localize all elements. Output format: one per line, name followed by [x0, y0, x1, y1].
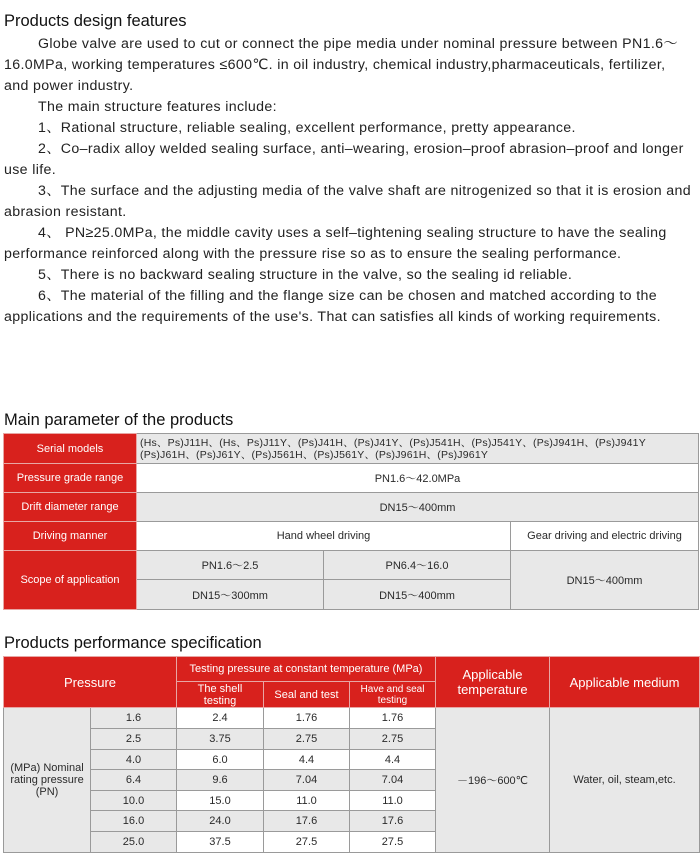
have-seal-cell: 1.76: [350, 708, 436, 729]
design-features-body: [4, 34, 694, 328]
have-seal-cell: 4.4: [350, 750, 436, 770]
shell-cell: 2.4: [177, 708, 264, 729]
pn-cell: 6.4: [91, 770, 177, 791]
pn-cell: 2.5: [91, 729, 177, 750]
drift-diameter-label: Drift diameter range: [4, 493, 137, 522]
temperature-value: －196～600℃: [436, 708, 550, 853]
have-seal-cell: 2.75: [350, 729, 436, 750]
seal-cell: 11.0: [264, 791, 350, 811]
feature-1: 1、Rational structure, reliable sealing, excellent performance, pretty appearance.: [38, 120, 576, 136]
have-seal-cell: 17.6: [350, 811, 436, 832]
seal-cell: 17.6: [264, 811, 350, 832]
pressure-header: Pressure: [4, 657, 177, 708]
shell-cell: 6.0: [177, 750, 264, 770]
pn-cell: 4.0: [91, 750, 177, 770]
main-parameter-heading: Main parameter of the products: [4, 411, 234, 429]
scope-dn-low: DN15～300mm: [137, 580, 324, 610]
performance-spec-table: [3, 656, 700, 853]
testing-pressure-header: Testing pressure at constant temperature (MPa): [177, 657, 436, 682]
feature-4: 4、 PN≥25.0MPa, the middle cavity uses a self–tightening sealing structure to have the sealing performance reinforced along with the pressure rise so as to ensure the sealing performance.: [4, 225, 667, 262]
shell-cell: 9.6: [177, 770, 264, 791]
applicable-medium-header: Applicable medium: [550, 657, 700, 708]
seal-cell: 1.76: [264, 708, 350, 729]
feature-3: 3、The surface and the adjusting media of the valve shaft are nitrogenized so that it is erosion and abrasion resistant.: [4, 183, 691, 220]
seal-cell: 7.04: [264, 770, 350, 791]
main-parameter-table: [3, 433, 699, 610]
medium-value: Water, oil, steam,etc.: [550, 708, 700, 853]
feature-6: 6、The material of the filling and the flange size can be chosen and matched according to the applications and the requirements of the use's. That can satisfies all kinds of working requirements.: [4, 288, 661, 325]
applicable-temperature-header: Applicable temperature: [436, 657, 550, 708]
seal-cell: 4.4: [264, 750, 350, 770]
serial-models-value: (Hs、Ps)J11H、(Hs、Ps)J11Y、(Ps)J41H、(Ps)J41Y、(Ps)J541H、(Ps)J541Y、(Ps)J941H、(Ps)J941Y (Ps)J61H、(Ps)J61Y、(Ps)J561H、(Ps)J561Y、(Ps)J961H、(Ps)J961Y: [137, 434, 699, 464]
driving-hand-wheel: Hand wheel driving: [137, 522, 511, 551]
shell-cell: 24.0: [177, 811, 264, 832]
performance-spec-heading: Products performance specification: [4, 634, 262, 652]
scope-pn-mid: PN6.4～16.0: [324, 551, 511, 580]
table-row: [4, 708, 700, 729]
seal-test-header: Seal and test: [264, 682, 350, 708]
shell-cell: 3.75: [177, 729, 264, 750]
serial-models-label: Serial models: [4, 434, 137, 464]
drift-diameter-value: DN15～400mm: [137, 493, 699, 522]
shell-testing-header: The shell testing: [177, 682, 264, 708]
pn-cell: 25.0: [91, 832, 177, 853]
scope-label: Scope of application: [4, 551, 137, 610]
pn-cell: 1.6: [91, 708, 177, 729]
feature-2: 2、Co–radix alloy welded sealing surface, anti–wearing, erosion–proof abrasion–proof and longer use life.: [4, 141, 684, 178]
design-features-heading: Products design features: [4, 12, 187, 30]
scope-pn-low: PN1.6～2.5: [137, 551, 324, 580]
pressure-grade-value: PN1.6～42.0MPa: [137, 464, 699, 493]
intro-paragraph: Globe valve are used to cut or connect the pipe media under nominal pressure between PN1.6～16.0MPa, working temperatures ≤600℃. in oil industry, chemical industry,pharmaceuticals, fertilizer, and power industry.: [4, 36, 678, 94]
features-lead: The main structure features include:: [38, 99, 277, 115]
pressure-grade-label: Pressure grade range: [4, 464, 137, 493]
pn-cell: 10.0: [91, 791, 177, 811]
have-seal-cell: 7.04: [350, 770, 436, 791]
shell-cell: 15.0: [177, 791, 264, 811]
shell-cell: 37.5: [177, 832, 264, 853]
pn-cell: 16.0: [91, 811, 177, 832]
seal-cell: 2.75: [264, 729, 350, 750]
have-seal-cell: 11.0: [350, 791, 436, 811]
scope-dn-gear: DN15～400mm: [511, 551, 699, 610]
have-seal-cell: 27.5: [350, 832, 436, 853]
seal-cell: 27.5: [264, 832, 350, 853]
nominal-pressure-label: (MPa) Nominal rating pressure (PN): [4, 708, 91, 853]
have-seal-testing-header: Have and seal testing: [350, 682, 436, 708]
driving-manner-label: Driving manner: [4, 522, 137, 551]
feature-5: 5、There is no backward sealing structure in the valve, so the sealing id reliable.: [38, 267, 573, 283]
scope-dn-mid: DN15～400mm: [324, 580, 511, 610]
driving-gear-electric: Gear driving and electric driving: [511, 522, 699, 551]
